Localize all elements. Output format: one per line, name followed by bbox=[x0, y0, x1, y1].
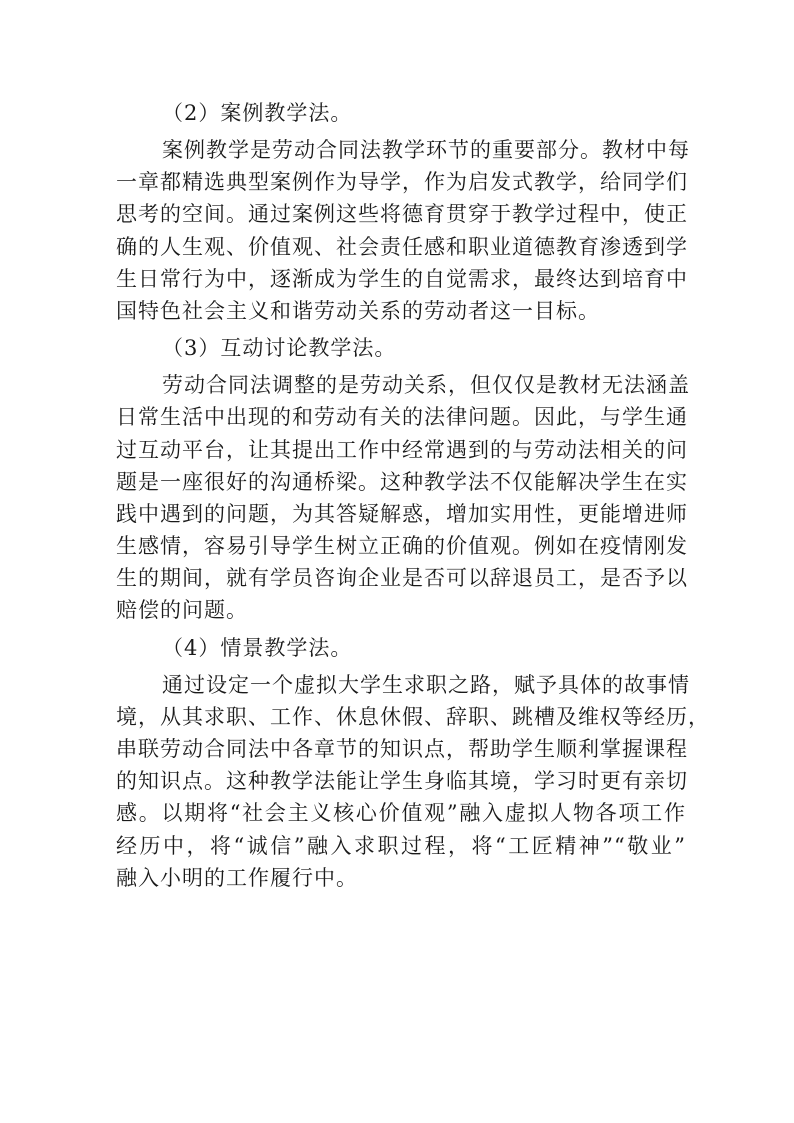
section-heading: （4）情景教学法。 bbox=[162, 635, 353, 660]
paragraph-line: 劳动合同法调整的是劳动关系，但仅仅是教材无法涵盖 bbox=[162, 373, 690, 398]
section-case-teaching bbox=[116, 92, 690, 327]
paragraph-line: 生的期间，就有学员咨询企业是否可以辞退员工，是否予以 bbox=[116, 566, 688, 591]
paragraph-line: 生感情，容易引导学生树立正确的价值观。例如在疫情刚发 bbox=[116, 534, 688, 559]
paragraph-line: 过互动平台，让其提出工作中经常遇到的与劳动法相关的问 bbox=[116, 437, 688, 462]
section-scenario-teaching bbox=[116, 627, 710, 894]
paragraph-line: 一章都精选典型案例作为导学，作为启发式教学，给同学们 bbox=[116, 170, 688, 195]
paragraph-line: 国特色社会主义和谐劳动关系的劳动者这一目标。 bbox=[116, 298, 600, 323]
paragraph-line: 思考的空间。通过案例这些将德育贯穿于教学过程中，使正 bbox=[116, 202, 688, 227]
section-heading: （3）互动讨论教学法。 bbox=[162, 336, 397, 361]
paragraph-line: 生日常行为中，逐渐成为学生的自觉需求，最终达到培育中 bbox=[116, 266, 688, 291]
paragraph-line: 感。以期将“社会主义核心价值观”融入虚拟人物各项工作 bbox=[116, 801, 686, 826]
paragraph-line: 赔偿的问题。 bbox=[116, 598, 248, 623]
paragraph-line: 的知识点。这种教学法能让学生身临其境，学习时更有亲切 bbox=[116, 769, 688, 794]
paragraph-line: 日常生活中出现的和劳动有关的法律问题。因此，与学生通 bbox=[116, 405, 688, 430]
paragraph-line: 境，从其求职、工作、休息休假、辞职、跳槽及维权等经历， bbox=[116, 704, 710, 729]
paragraph-line: 融入小明的工作履行中。 bbox=[116, 865, 358, 890]
paragraph-line: 确的人生观、价值观、社会责任感和职业道德教育渗透到学 bbox=[116, 234, 688, 259]
paragraph-line: 通过设定一个虚拟大学生求职之路，赋予具体的故事情 bbox=[162, 672, 690, 697]
paragraph-line: 串联劳动合同法中各章节的知识点，帮助学生顺利掌握课程 bbox=[116, 737, 688, 761]
paragraph-line: 经历中，将“诚信”融入求职过程，将“工匠精神”“敬业” bbox=[116, 833, 686, 858]
section-heading: （2）案例教学法。 bbox=[162, 101, 353, 125]
paragraph-line: 践中遇到的问题，为其答疑解惑，增加实用性，更能增进师 bbox=[116, 501, 688, 526]
section-interactive-discussion bbox=[116, 327, 690, 627]
document-body bbox=[116, 92, 710, 894]
paragraph-line: 题是一座很好的沟通桥梁。这种教学法不仅能解决学生在实 bbox=[116, 469, 688, 494]
paragraph-line: 案例教学是劳动合同法教学环节的重要部分。教材中每 bbox=[162, 138, 690, 162]
